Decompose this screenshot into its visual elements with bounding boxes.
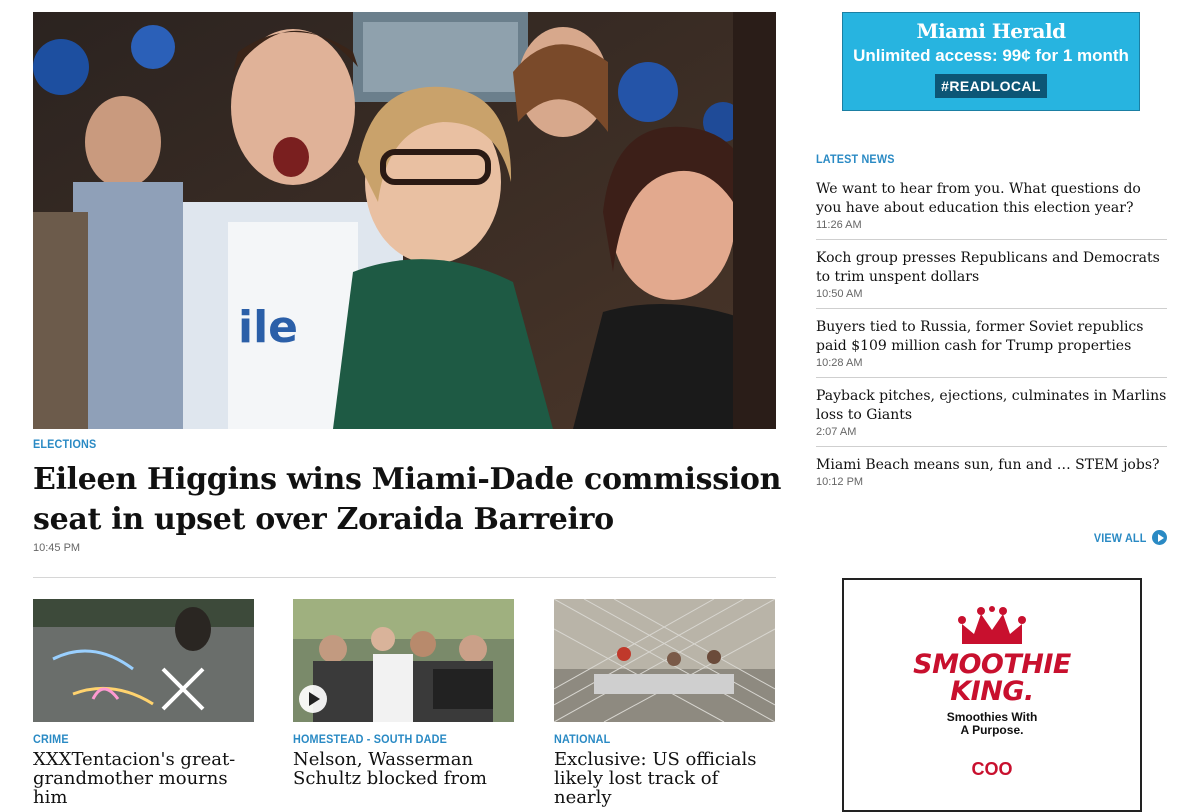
arrow-right-circle-icon bbox=[1152, 530, 1167, 545]
latest-news-title[interactable]: Buyers tied to Russia, former Soviet republics paid $109 million cash for Trump properties bbox=[816, 319, 1144, 354]
ad-partial-text: COO bbox=[971, 759, 1013, 779]
latest-news-item bbox=[816, 318, 1167, 378]
ad-hashtag-badge: #READLOCAL bbox=[935, 74, 1047, 98]
ad-tagline-line1: Smoothies With bbox=[946, 710, 1038, 724]
ad-tagline-line2: A Purpose. bbox=[960, 723, 1024, 737]
section-divider bbox=[33, 577, 776, 578]
story-card-thumbnail[interactable] bbox=[33, 599, 254, 722]
latest-news-title[interactable]: We want to hear from you. What questions do you have about education this election year? bbox=[816, 181, 1141, 216]
ad-offer-text: Unlimited access: 99¢ for 1 month bbox=[853, 46, 1129, 65]
svg-text:ile: ile bbox=[238, 302, 299, 353]
story-card-title[interactable]: Nelson, Wasserman Schultz blocked from bbox=[293, 749, 487, 789]
thumbnail-illustration bbox=[33, 599, 254, 722]
story-card-kicker[interactable]: CRIME bbox=[33, 732, 69, 746]
latest-news-heading: LATEST NEWS bbox=[816, 152, 895, 166]
story-card-thumbnail[interactable] bbox=[554, 599, 775, 722]
story-card-crime bbox=[33, 599, 254, 807]
story-card-kicker[interactable]: HOMESTEAD - SOUTH DADE bbox=[293, 732, 447, 746]
thumbnail-illustration bbox=[554, 599, 775, 722]
story-card-homestead bbox=[293, 599, 514, 788]
latest-news-time: 10:50 AM bbox=[816, 288, 863, 300]
story-card-title[interactable]: Exclusive: US officials likely lost track of nearly bbox=[554, 749, 757, 808]
story-card-title[interactable]: XXXTentacion's great-grandmother mourns him bbox=[33, 749, 236, 808]
story-card-thumbnail[interactable] bbox=[293, 599, 514, 722]
smoothie-king-ad[interactable] bbox=[842, 578, 1142, 812]
latest-news-item bbox=[816, 180, 1167, 240]
latest-news-item bbox=[816, 249, 1167, 309]
hero-headline[interactable]: Eileen Higgins wins Miami-Dade commission seat in upset over Zoraida Barreiro bbox=[33, 462, 782, 537]
view-all-link[interactable] bbox=[1088, 530, 1167, 545]
latest-news-time: 10:28 AM bbox=[816, 357, 863, 369]
latest-news-time: 2:07 AM bbox=[816, 426, 857, 438]
latest-news-time: 11:26 AM bbox=[816, 219, 862, 231]
latest-news-title[interactable]: Koch group presses Republicans and Democrats to trim unspent dollars bbox=[816, 250, 1160, 285]
view-all-label: VIEW ALL bbox=[1093, 530, 1146, 545]
hero-photo[interactable] bbox=[33, 12, 776, 429]
latest-news-item bbox=[816, 456, 1167, 496]
hero-timestamp: 10:45 PM bbox=[33, 542, 81, 554]
story-card-national bbox=[554, 599, 775, 807]
hero-photo-illustration bbox=[33, 12, 776, 429]
latest-news-title[interactable]: Miami Beach means sun, fun and … STEM jobs? bbox=[816, 457, 1160, 473]
crown-icon bbox=[844, 606, 1140, 651]
hero-section-kicker[interactable]: ELECTIONS bbox=[33, 437, 97, 451]
latest-news-list bbox=[816, 180, 1167, 505]
latest-news-time: 10:12 PM bbox=[816, 476, 864, 488]
latest-news-item bbox=[816, 387, 1167, 447]
ad-brand-name-line2: KING. bbox=[950, 676, 1034, 707]
ad-brand-name-line1: SMOOTHIE bbox=[913, 649, 1071, 680]
ad-brand-logo: Miami Herald bbox=[916, 19, 1066, 43]
play-icon[interactable] bbox=[299, 685, 327, 713]
latest-news-title[interactable]: Payback pitches, ejections, culminates in Marlins loss to Giants bbox=[816, 388, 1167, 423]
subscription-ad-banner[interactable] bbox=[842, 12, 1140, 111]
story-card-kicker[interactable]: NATIONAL bbox=[554, 732, 611, 746]
